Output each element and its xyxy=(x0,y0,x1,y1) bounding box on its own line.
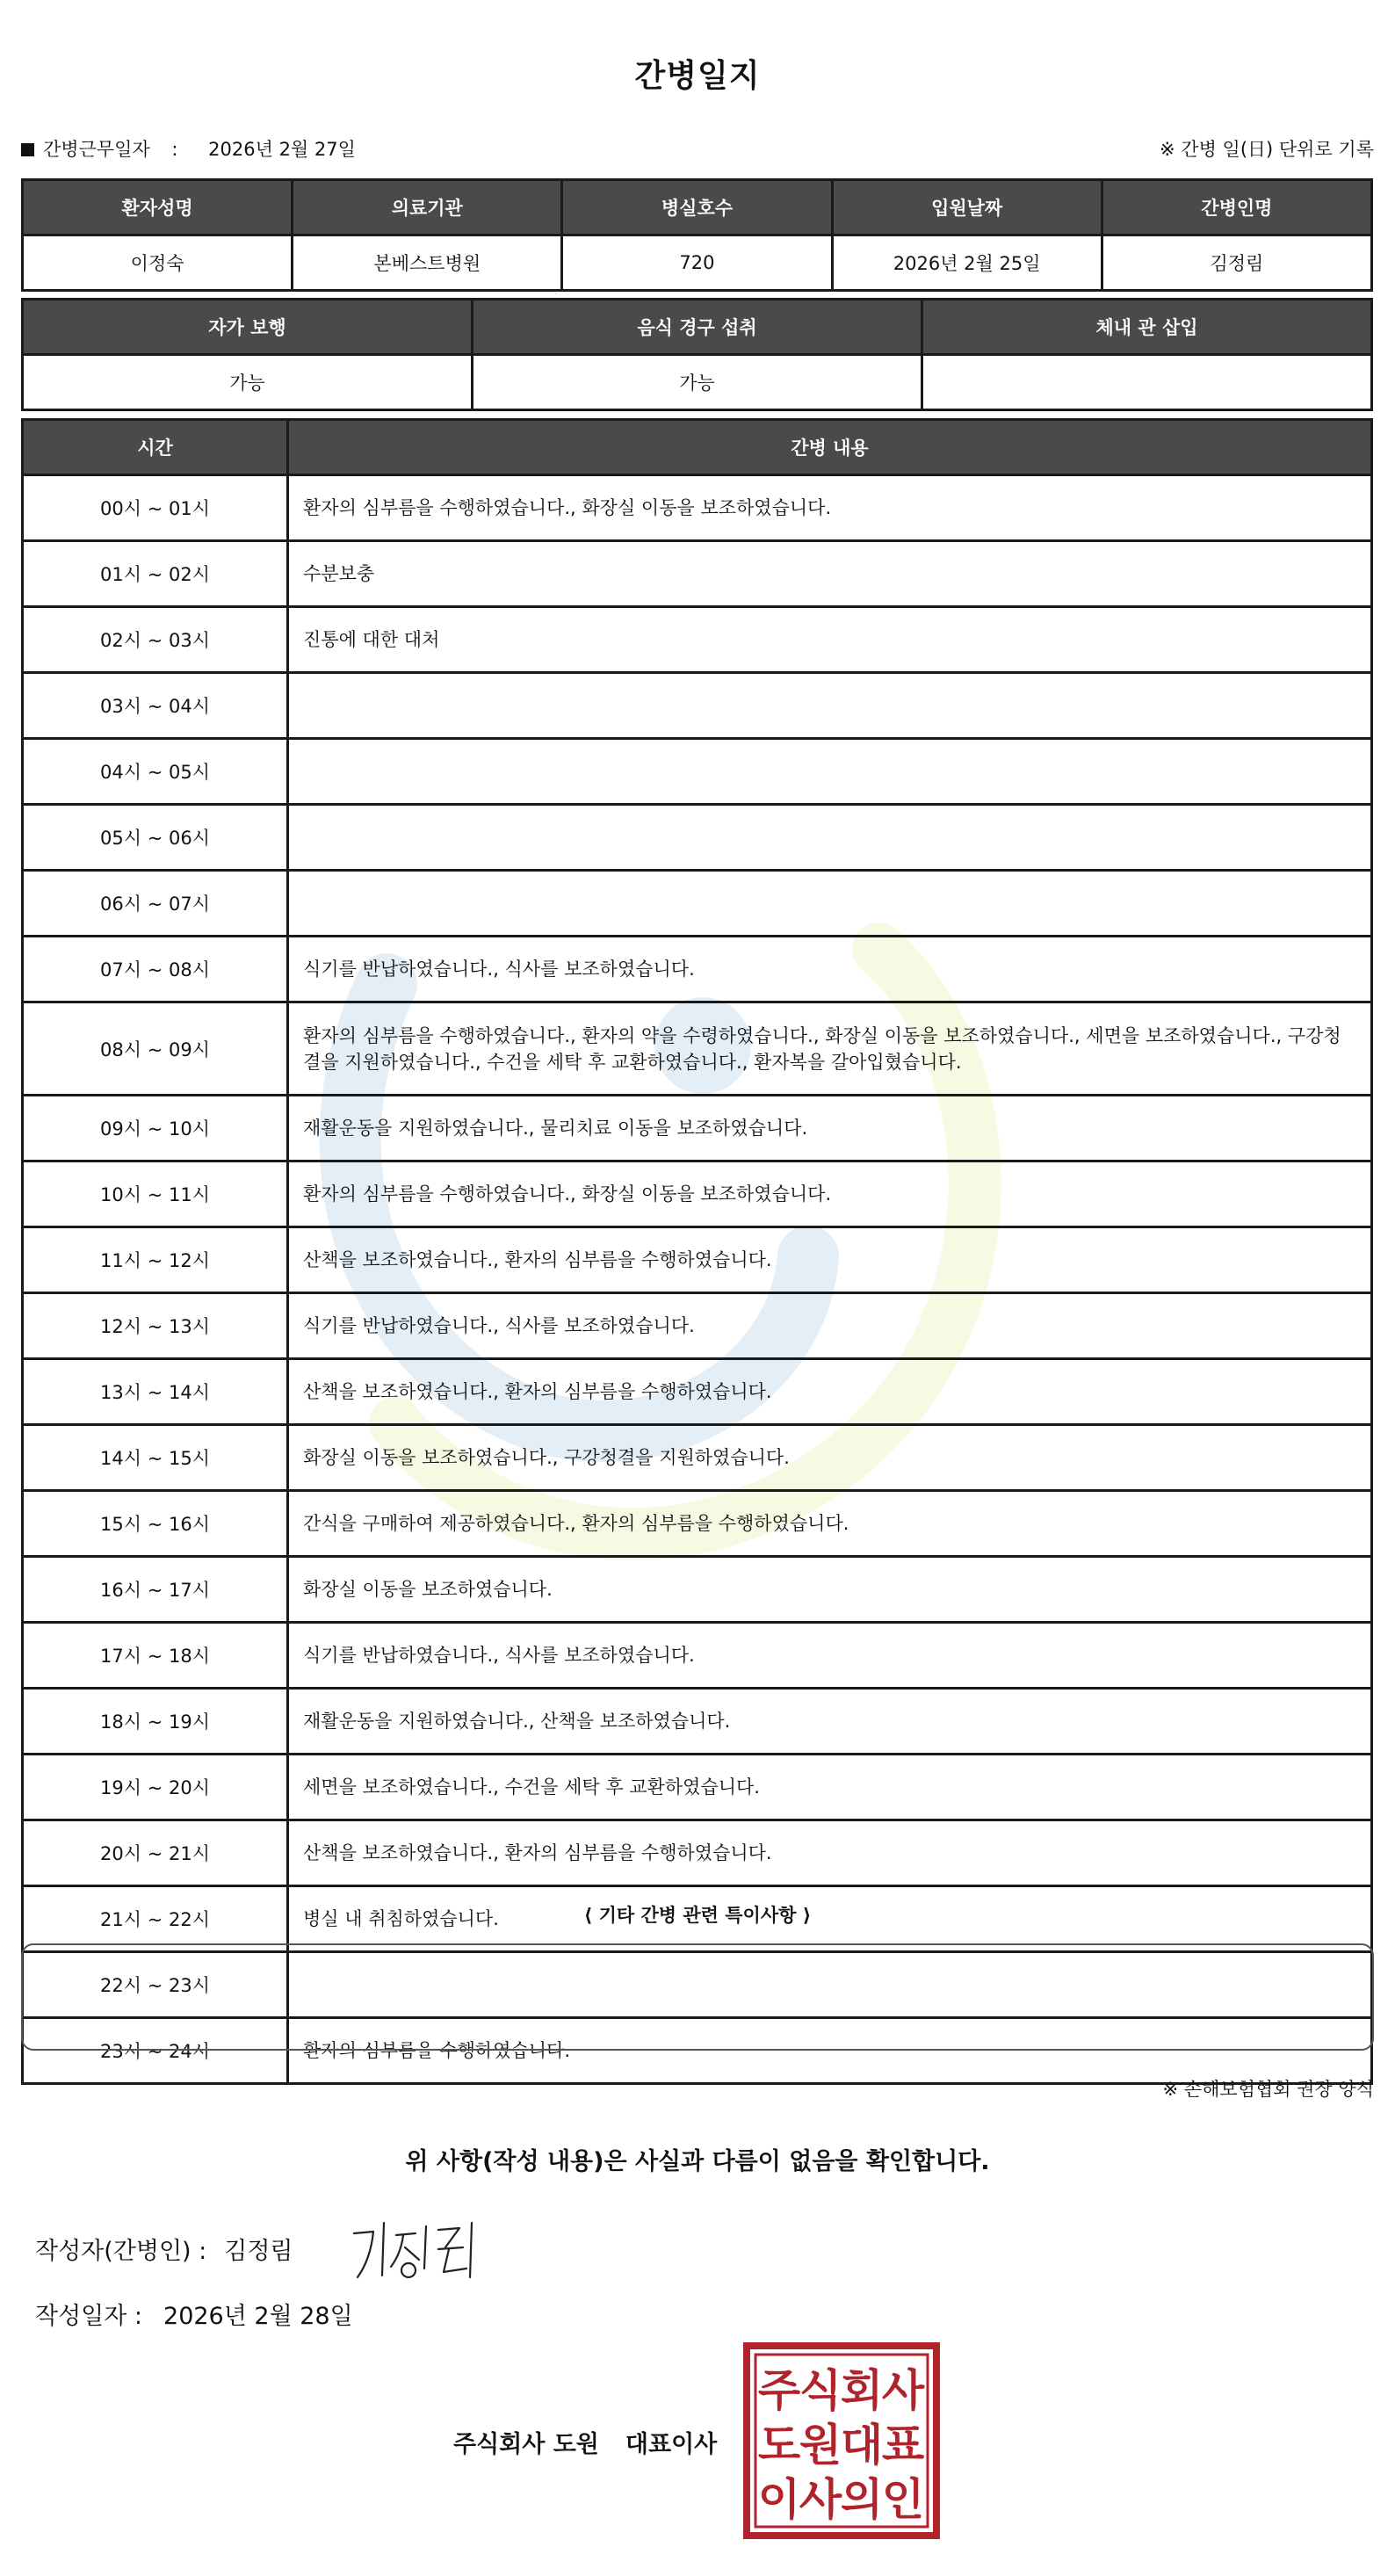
log-content: 화장실 이동을 보조하였습니다., 구강청결을 지원하였습니다. xyxy=(288,1425,1372,1491)
log-content: 환자의 심부름을 수행하였습니다., 화장실 이동을 보조하였습니다. xyxy=(288,1161,1372,1227)
table-row xyxy=(23,1002,1372,1096)
table-row xyxy=(23,1359,1372,1425)
log-content: 산책을 보조하였습니다., 환자의 심부름을 수행하였습니다. xyxy=(288,1820,1372,1886)
writer-label: 작성자(간병인) : xyxy=(35,2238,207,2265)
table-row xyxy=(23,1161,1372,1227)
work-date-value: 2026년 2월 27일 xyxy=(208,139,356,160)
work-date-label: 간병근무일자 xyxy=(43,139,150,160)
written-date-row xyxy=(35,2297,353,2331)
log-content: 식기를 반납하였습니다., 식사를 보조하였습니다. xyxy=(288,937,1372,1002)
log-time: 07시 ~ 08시 xyxy=(23,937,288,1002)
room-number: 720 xyxy=(562,235,832,291)
written-date-value: 2026년 2월 28일 xyxy=(163,2303,353,2330)
patient-name: 이정숙 xyxy=(23,235,293,291)
writer-row xyxy=(35,2232,293,2266)
log-content: 간식을 구매하여 제공하였습니다., 환자의 심부름을 수행하였습니다. xyxy=(288,1491,1372,1557)
notes-title: ⟨ 기타 간병 관련 특이사항 ⟩ xyxy=(583,1905,812,1926)
work-date-separator: : xyxy=(171,139,178,160)
log-content: 진통에 대한 대처 xyxy=(288,607,1372,673)
log-time: 17시 ~ 18시 xyxy=(23,1623,288,1689)
log-time: 00시 ~ 01시 xyxy=(23,475,288,541)
table-row xyxy=(23,1557,1372,1623)
log-time: 01시 ~ 02시 xyxy=(23,541,288,607)
log-time: 02시 ~ 03시 xyxy=(23,607,288,673)
log-time: 14시 ~ 15시 xyxy=(23,1425,288,1491)
table-row xyxy=(23,541,1372,607)
table-row xyxy=(23,1227,1372,1293)
source-note: ※ 손해보험협회 권장 양식 xyxy=(1162,2079,1374,2100)
log-content: 수분보충 xyxy=(288,541,1372,607)
log-content: 산책을 보조하였습니다., 환자의 심부름을 수행하였습니다. xyxy=(288,1359,1372,1425)
unit-note: ※ 간병 일(日) 단위로 기록 xyxy=(1160,139,1374,160)
header-room-number: 병실호수 xyxy=(562,180,832,235)
seal-char: 의 xyxy=(840,2474,884,2525)
log-time: 04시 ~ 05시 xyxy=(23,739,288,805)
log-time: 06시 ~ 07시 xyxy=(23,871,288,937)
log-time: 23시 ~ 24시 xyxy=(23,2018,288,2084)
log-content: 세면을 보조하였습니다., 수건을 세탁 후 교환하였습니다. xyxy=(288,1755,1372,1820)
log-content: 병실 내 취침하였습니다. xyxy=(288,1886,1372,1952)
seal-char: 표 xyxy=(881,2420,925,2471)
header-patient-name: 환자성명 xyxy=(23,180,293,235)
admission-date: 2026년 2월 25일 xyxy=(832,235,1102,291)
log-time: 10시 ~ 11시 xyxy=(23,1161,288,1227)
writer-name: 김정림 xyxy=(224,2238,293,2265)
log-time: 03시 ~ 04시 xyxy=(23,673,288,739)
table-row xyxy=(23,871,1372,937)
caregiver-name: 김정림 xyxy=(1102,235,1371,291)
log-time: 09시 ~ 10시 xyxy=(23,1096,288,1161)
log-time: 22시 ~ 23시 xyxy=(23,1952,288,2018)
care-log-table xyxy=(21,418,1373,2085)
log-content: 환자의 심부름을 수행하였습니다., 화장실 이동을 보조하였습니다. xyxy=(288,475,1372,541)
company-row xyxy=(453,2425,717,2459)
log-time: 19시 ~ 20시 xyxy=(23,1755,288,1820)
patient-status-table xyxy=(21,298,1373,411)
hospital-name: 본베스트병원 xyxy=(293,235,562,291)
page-title: 간병일지 xyxy=(634,58,761,94)
handwritten-signature xyxy=(347,2214,479,2284)
log-time: 18시 ~ 19시 xyxy=(23,1689,288,1755)
patient-info-table xyxy=(21,178,1373,292)
log-time: 20시 ~ 21시 xyxy=(23,1820,288,1886)
work-date-row xyxy=(21,135,356,162)
log-content: 산책을 보조하였습니다., 환자의 심부름을 수행하였습니다. xyxy=(288,1227,1372,1293)
seal-char: 도 xyxy=(757,2420,801,2471)
table-row xyxy=(23,1096,1372,1161)
table-row xyxy=(23,475,1372,541)
tube-insertion-value xyxy=(922,355,1372,410)
log-time: 15시 ~ 16시 xyxy=(23,1491,288,1557)
table-row xyxy=(23,673,1372,739)
table-row xyxy=(23,1820,1372,1886)
log-time: 12시 ~ 13시 xyxy=(23,1293,288,1359)
seal-char: 식 xyxy=(799,2365,842,2416)
log-content xyxy=(288,673,1372,739)
table-row xyxy=(23,739,1372,805)
seal-char: 대 xyxy=(840,2420,884,2471)
ceo-label: 대표이사 xyxy=(625,2431,718,2458)
header-hospital: 의료기관 xyxy=(293,180,562,235)
log-content: 환자의 심부름을 수행하였습니다. xyxy=(288,2018,1372,2084)
log-time: 05시 ~ 06시 xyxy=(23,805,288,871)
oral-intake-value: 가능 xyxy=(473,355,922,410)
log-time: 13시 ~ 14시 xyxy=(23,1359,288,1425)
header-care-content: 간병 내용 xyxy=(288,420,1372,475)
company-name: 주식회사 도원 xyxy=(453,2431,599,2458)
log-content xyxy=(288,871,1372,937)
log-time: 11시 ~ 12시 xyxy=(23,1227,288,1293)
table-row xyxy=(23,1491,1372,1557)
written-date-label: 작성일자 : xyxy=(35,2303,143,2330)
table-row xyxy=(23,607,1372,673)
header-admission-date: 입원날짜 xyxy=(832,180,1102,235)
log-time: 16시 ~ 17시 xyxy=(23,1557,288,1623)
company-seal xyxy=(743,2342,940,2539)
log-time: 08시 ~ 09시 xyxy=(23,1002,288,1096)
self-walking-value: 가능 xyxy=(23,355,473,410)
notes-box xyxy=(21,1943,1374,2051)
seal-char: 이 xyxy=(757,2474,801,2525)
table-row xyxy=(23,805,1372,871)
table-row xyxy=(23,1425,1372,1491)
header-oral-intake: 음식 경구 섭취 xyxy=(473,300,922,355)
header-caregiver-name: 간병인명 xyxy=(1102,180,1371,235)
seal-char: 인 xyxy=(881,2474,925,2525)
table-row xyxy=(23,1623,1372,1689)
table-row xyxy=(23,1689,1372,1755)
header-self-walking: 자가 보행 xyxy=(23,300,473,355)
log-content: 재활운동을 지원하였습니다., 물리치료 이동을 보조하였습니다. xyxy=(288,1096,1372,1161)
log-content: 식기를 반납하였습니다., 식사를 보조하였습니다. xyxy=(288,1623,1372,1689)
header-tube-insertion: 체내 관 삽입 xyxy=(922,300,1372,355)
log-content xyxy=(288,805,1372,871)
seal-char: 사 xyxy=(881,2365,925,2416)
log-content: 식기를 반납하였습니다., 식사를 보조하였습니다. xyxy=(288,1293,1372,1359)
log-content: 화장실 이동을 보조하였습니다. xyxy=(288,1557,1372,1623)
seal-char: 주 xyxy=(757,2365,801,2416)
log-content xyxy=(288,739,1372,805)
seal-char: 사 xyxy=(799,2474,842,2525)
log-content: 환자의 심부름을 수행하였습니다., 환자의 약을 수령하였습니다., 화장실 이동을 보조하였습니다., 세면을 보조하였습니다., 구강청결을 지원하였습니다., 수건을 세탁 후 교환하였습니다., 환자복을 갈아입혔습니다. xyxy=(288,1002,1372,1096)
care-log-body xyxy=(23,475,1372,2084)
bullet-square-icon xyxy=(21,143,34,156)
table-row xyxy=(23,1293,1372,1359)
table-row xyxy=(23,1755,1372,1820)
seal-char: 원 xyxy=(799,2420,842,2471)
table-row xyxy=(23,937,1372,1002)
header-time: 시간 xyxy=(23,420,288,475)
log-content: 재활운동을 지원하였습니다., 산책을 보조하였습니다. xyxy=(288,1689,1372,1755)
seal-char: 회 xyxy=(840,2365,884,2416)
log-time: 21시 ~ 22시 xyxy=(23,1886,288,1952)
confirmation-statement: 위 사항(작성 내용)은 사실과 다름이 없음을 확인합니다. xyxy=(405,2148,990,2175)
